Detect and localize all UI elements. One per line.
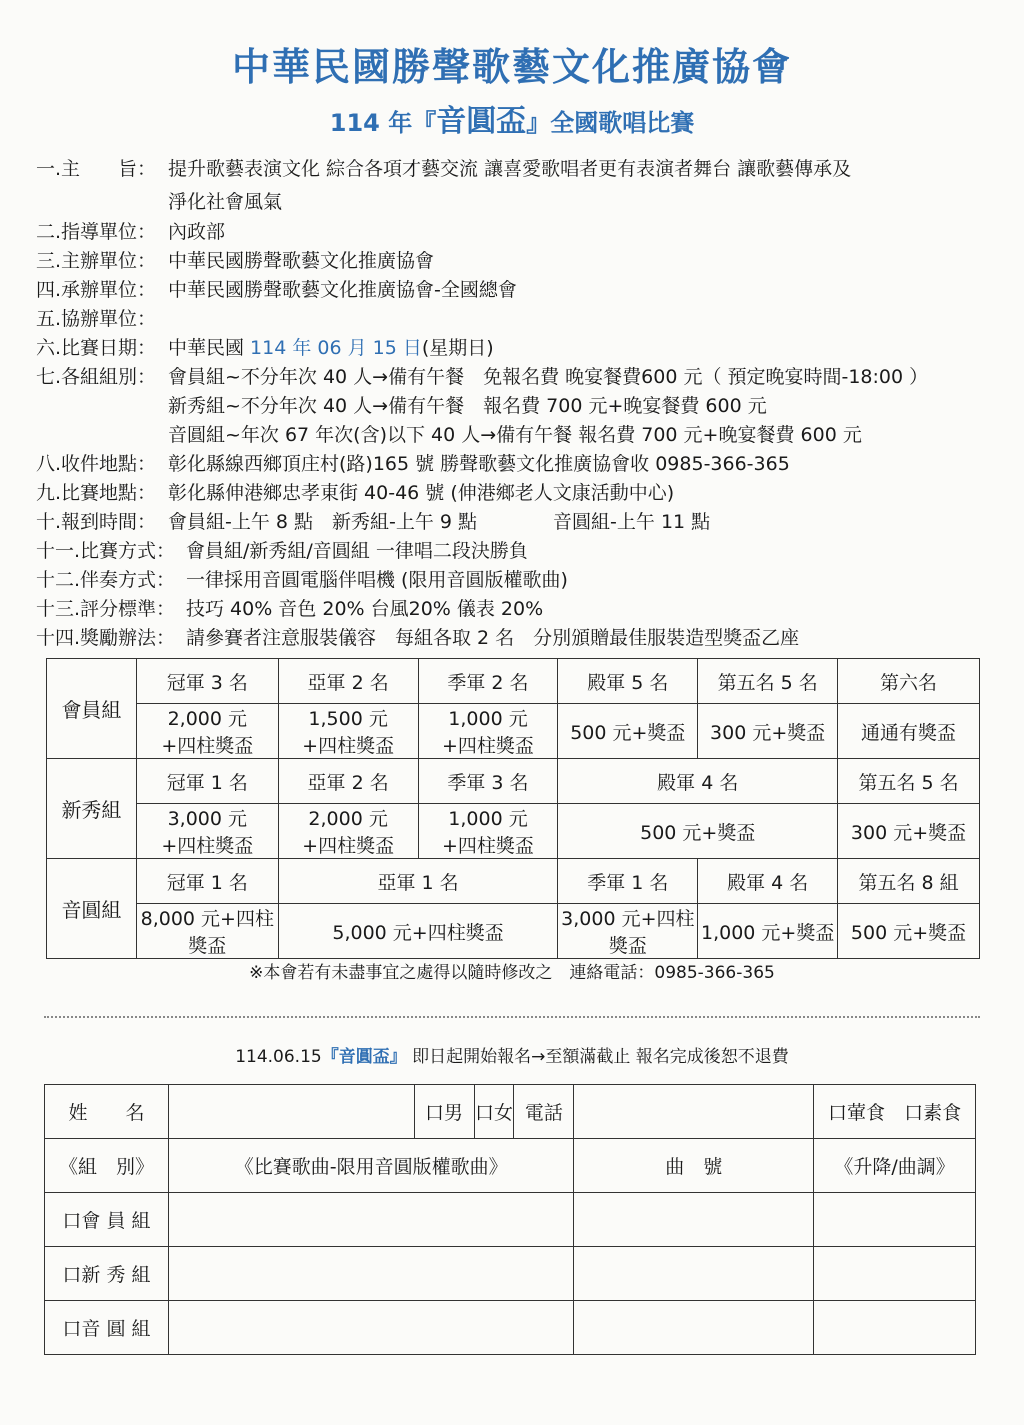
reward-trophy: +四柱獎盃 bbox=[442, 835, 534, 857]
name-label: 姓 名 bbox=[45, 1085, 169, 1139]
member-reward-1 bbox=[136, 704, 278, 759]
accomp-label: 十二.伴奏方式： bbox=[36, 569, 176, 591]
rookie-group-label: 新秀組 bbox=[47, 759, 137, 859]
table-row bbox=[45, 1085, 976, 1139]
member-key-field[interactable] bbox=[814, 1193, 976, 1247]
member-reward-6: 通通有獎盃 bbox=[838, 704, 980, 759]
yinyuan-reward-4: 1,000 元+獎盃 bbox=[698, 904, 838, 959]
co-organizer-label: 五.協辦單位： bbox=[36, 308, 157, 330]
prize-table bbox=[46, 658, 980, 959]
member-rank-1: 冠軍 3 名 bbox=[136, 659, 278, 704]
page-subtitle bbox=[0, 96, 1024, 140]
yinyuan-song-field[interactable] bbox=[168, 1301, 574, 1355]
yinyuan-key-field[interactable] bbox=[814, 1301, 976, 1355]
checkin-text: 會員組-上午 8 點 新秀組-上午 9 點 音圓組-上午 11 點 bbox=[168, 511, 711, 533]
registration-text: 即日起開始報名→至額滿截止 報名完成後恕不退費 bbox=[412, 1047, 789, 1067]
member-reward-3 bbox=[418, 704, 558, 759]
meat-checkbox[interactable]: 口葷食 bbox=[828, 1102, 886, 1124]
group-member: 會員組~不分年次 40 人→備有午餐 免報名費 晚宴餐費600 元（ 預定晚宴時間-18:00 ） bbox=[168, 366, 929, 388]
rookie-rank-4: 殿軍 4 名 bbox=[558, 759, 838, 804]
mail-text: 彰化縣線西鄉頂庄村(路)165 號 勝聲歌藝文化推廣協會收 0985-366-365 bbox=[168, 453, 790, 475]
organizer-text: 中華民國勝聲歌藝文化推廣協會-全國總會 bbox=[168, 279, 517, 301]
rookie-key-field[interactable] bbox=[814, 1247, 976, 1301]
host-text: 中華民國勝聲歌藝文化推廣協會 bbox=[168, 250, 435, 272]
member-rank-4: 殿軍 5 名 bbox=[558, 659, 698, 704]
registration-cup: 『音圓盃』 bbox=[321, 1047, 407, 1067]
guide-label: 二.指導單位： bbox=[36, 221, 157, 243]
member-group-label: 會員組 bbox=[47, 659, 137, 759]
reward-trophy: +四柱獎盃 bbox=[302, 835, 395, 857]
yinyuan-rank-5: 第五名 8 組 bbox=[838, 859, 980, 904]
table-row bbox=[47, 859, 980, 904]
subtitle-prefix: 114 年『 bbox=[329, 109, 437, 137]
yinyuan-rank-2: 亞軍 1 名 bbox=[278, 859, 558, 904]
award-label: 十四.獎勵辦法： bbox=[36, 627, 176, 649]
subtitle-cup: 音圓盃 bbox=[436, 104, 527, 139]
judge-label: 十三.評分標準： bbox=[36, 598, 176, 620]
page-title: 中華民國勝聲歌藝文化推廣協會 bbox=[231, 45, 792, 89]
award-text: 請參賽者注意服裝儀容 每組各取 2 名 分別頒贈最佳服裝造型獎盃乙座 bbox=[186, 627, 800, 649]
reward-amount: 1,500 元 bbox=[308, 708, 388, 730]
yinyuan-group-checkbox[interactable]: 口音 圓 組 bbox=[45, 1301, 169, 1355]
venue-text: 彰化縣伸港鄉忠孝東街 40-46 號 (伸港鄉老人文康活動中心) bbox=[168, 482, 675, 504]
revision-note: ※本會若有未盡事宜之處得以隨時修改之 連絡電話：0985-366-365 bbox=[249, 963, 775, 983]
rookie-rank-5: 第五名 5 名 bbox=[838, 759, 980, 804]
format-label: 十一.比賽方式： bbox=[36, 540, 176, 562]
member-rank-2: 亞軍 2 名 bbox=[278, 659, 418, 704]
reward-trophy: +四柱獎盃 bbox=[161, 835, 254, 857]
table-row bbox=[47, 904, 980, 959]
member-reward-5: 300 元+獎盃 bbox=[698, 704, 838, 759]
table-row bbox=[47, 759, 980, 804]
purpose-label: 一.主 旨： bbox=[36, 158, 157, 180]
groups-label: 七.各組組別： bbox=[36, 366, 157, 388]
mail-label: 八.收件地點： bbox=[36, 453, 157, 475]
rookie-group-checkbox[interactable]: 口新 秀 組 bbox=[45, 1247, 169, 1301]
rookie-song-field[interactable] bbox=[168, 1247, 574, 1301]
group-rookie: 新秀組~不分年次 40 人→備有午餐 報名費 700 元+晚宴餐費 600 元 bbox=[168, 395, 767, 417]
registration-form bbox=[44, 1084, 976, 1355]
rookie-rank-3: 季軍 3 名 bbox=[418, 759, 558, 804]
checkin-label: 十.報到時間： bbox=[36, 511, 157, 533]
table-row bbox=[47, 804, 980, 859]
rookie-rank-1: 冠軍 1 名 bbox=[136, 759, 278, 804]
reward-trophy: +四柱獎盃 bbox=[302, 735, 395, 757]
group-yinyuan: 音圓組~年次 67 年次(含)以下 40 人→備有午餐 報名費 700 元+晚宴餐費 600 元 bbox=[168, 424, 862, 446]
rookie-code-field[interactable] bbox=[574, 1247, 814, 1301]
reward-trophy: +四柱獎盃 bbox=[442, 735, 534, 757]
member-rank-3: 季軍 2 名 bbox=[418, 659, 558, 704]
judge-text: 技巧 40% 音色 20% 台風20% 儀表 20% bbox=[186, 598, 544, 620]
subtitle-suffix: 』全國歌唱比賽 bbox=[526, 109, 695, 137]
reward-trophy: +四柱獎盃 bbox=[161, 735, 254, 757]
cut-line-divider bbox=[44, 1016, 980, 1018]
venue-label: 九.比賽地點： bbox=[36, 482, 157, 504]
group-header: 《組 別》 bbox=[45, 1139, 169, 1193]
date-value: 114 年 06 月 15 日 bbox=[250, 337, 422, 359]
key-header: 《升降/曲調》 bbox=[814, 1139, 976, 1193]
yinyuan-group-label: 音圓組 bbox=[47, 859, 137, 959]
member-rank-5: 第五名 5 名 bbox=[698, 659, 838, 704]
date-label: 六.比賽日期： bbox=[36, 337, 157, 359]
rookie-reward-5: 300 元+獎盃 bbox=[838, 804, 980, 859]
table-row bbox=[47, 704, 980, 759]
date-prefix: 中華民國 bbox=[168, 337, 251, 359]
reward-amount: 3,000 元 bbox=[167, 808, 248, 830]
reward-amount: 2,000 元 bbox=[167, 708, 248, 730]
meal-options[interactable] bbox=[814, 1085, 976, 1139]
song-header: 《比賽歌曲-限用音圓版權歌曲》 bbox=[168, 1139, 574, 1193]
yinyuan-rank-1: 冠軍 1 名 bbox=[136, 859, 278, 904]
yinyuan-rank-4: 殿軍 4 名 bbox=[698, 859, 838, 904]
code-header: 曲 號 bbox=[574, 1139, 814, 1193]
female-checkbox[interactable]: 口女 bbox=[474, 1085, 514, 1139]
guide-text: 內政部 bbox=[168, 221, 226, 243]
rookie-reward-4: 500 元+獎盃 bbox=[558, 804, 838, 859]
name-field[interactable] bbox=[168, 1085, 414, 1139]
male-checkbox[interactable]: 口男 bbox=[414, 1085, 474, 1139]
rookie-rank-2: 亞軍 2 名 bbox=[278, 759, 418, 804]
member-code-field[interactable] bbox=[574, 1193, 814, 1247]
table-row bbox=[47, 659, 980, 704]
yinyuan-reward-1: 8,000 元+四柱獎盃 bbox=[136, 904, 278, 959]
host-label: 三.主辦單位： bbox=[36, 250, 157, 272]
table-row bbox=[45, 1247, 976, 1301]
yinyuan-reward-5: 500 元+獎盃 bbox=[838, 904, 980, 959]
rookie-reward-1 bbox=[136, 804, 278, 859]
yinyuan-rank-3: 季軍 1 名 bbox=[558, 859, 698, 904]
accomp-text: 一律採用音圓電腦伴唱機 (限用音圓版權歌曲) bbox=[186, 569, 568, 591]
date-text bbox=[168, 333, 494, 360]
table-row bbox=[45, 1193, 976, 1247]
phone-field[interactable] bbox=[574, 1085, 814, 1139]
phone-label: 電話 bbox=[514, 1085, 574, 1139]
yinyuan-reward-2: 5,000 元+四柱獎盃 bbox=[278, 904, 558, 959]
reward-amount: 1,000 元 bbox=[448, 808, 528, 830]
organizer-label: 四.承辦單位： bbox=[36, 279, 157, 301]
date-suffix: (星期日) bbox=[421, 337, 494, 359]
registration-date: 114.06.15 bbox=[235, 1047, 322, 1067]
yinyuan-reward-3: 3,000 元+四柱獎盃 bbox=[558, 904, 698, 959]
registration-notice bbox=[0, 1042, 1024, 1067]
format-text: 會員組/新秀組/音圓組 一律唱二段決勝負 bbox=[186, 540, 528, 562]
member-song-field[interactable] bbox=[168, 1193, 574, 1247]
veg-checkbox[interactable]: 口素食 bbox=[904, 1102, 962, 1124]
yinyuan-code-field[interactable] bbox=[574, 1301, 814, 1355]
member-reward-2 bbox=[278, 704, 418, 759]
rookie-reward-2 bbox=[278, 804, 418, 859]
member-rank-6: 第六名 bbox=[838, 659, 980, 704]
table-row bbox=[45, 1139, 976, 1193]
purpose-text: 提升歌藝表演文化 綜合各項才藝交流 讓喜愛歌唱者更有表演者舞台 讓歌藝傳承及 bbox=[168, 158, 852, 180]
rookie-reward-3 bbox=[418, 804, 558, 859]
reward-amount: 1,000 元 bbox=[448, 708, 528, 730]
table-row bbox=[45, 1301, 976, 1355]
purpose-text-2: 淨化社會風氣 bbox=[168, 191, 283, 213]
reward-amount: 2,000 元 bbox=[308, 808, 388, 830]
member-reward-4: 500 元+獎盃 bbox=[558, 704, 698, 759]
member-group-checkbox[interactable]: 口會 員 組 bbox=[45, 1193, 169, 1247]
